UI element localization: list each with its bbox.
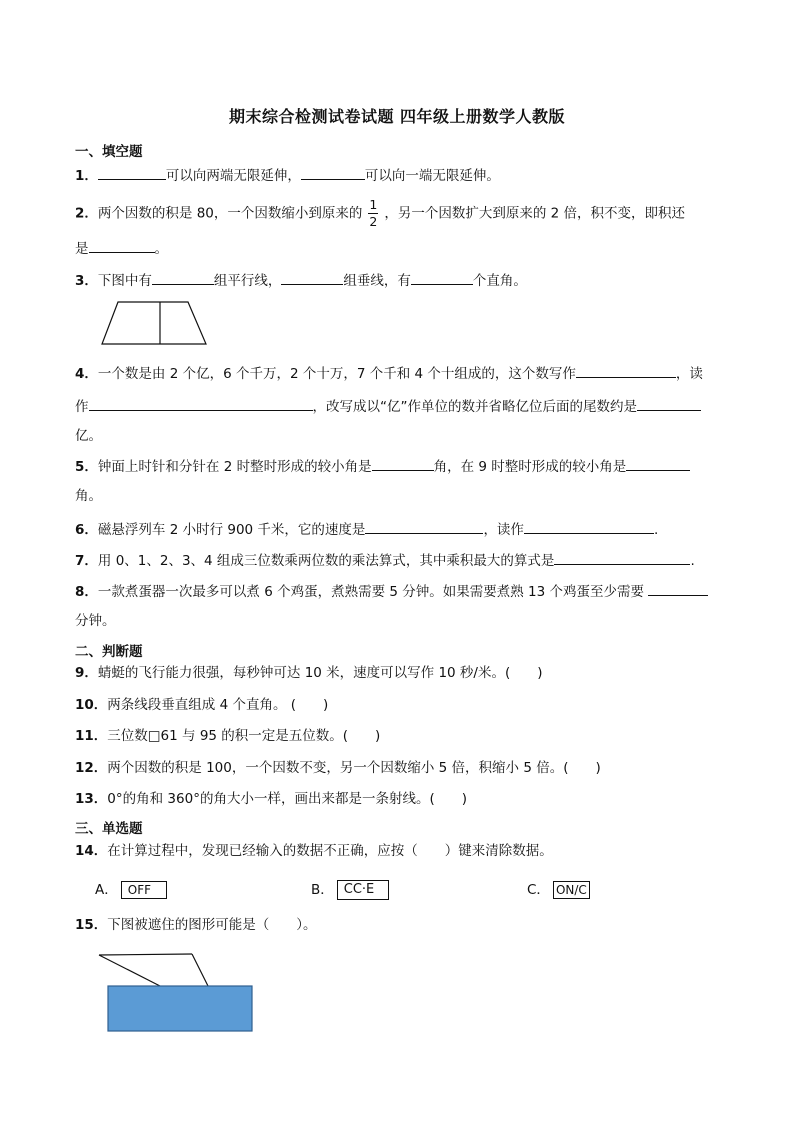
q-number: 8． — [75, 584, 98, 600]
q-text: 蜻蜓的飞行能力很强，每秒钟可达 10 米，速度可以写作 10 秒/米。( ) — [97, 665, 543, 681]
trapezoid-figure — [100, 300, 210, 346]
answer-blank[interactable] — [637, 396, 701, 411]
q-text: 分钟。 — [75, 613, 116, 629]
q-text: 用 0、1、2、3、4 组成三位数乘两位数的乘法算式，其中乘积最大的算式是 — [97, 553, 555, 569]
question-1 — [75, 165, 500, 185]
option-c[interactable] — [527, 878, 590, 899]
fraction — [368, 198, 378, 229]
q-text: ，读作 — [483, 522, 524, 538]
answer-blank[interactable] — [365, 519, 483, 534]
question-5-cont — [75, 487, 102, 505]
answer-blank[interactable] — [98, 165, 166, 180]
q-text: 两条线段垂直组成 4 个直角。 ( ) — [107, 697, 329, 713]
question-4-cont2 — [75, 427, 102, 445]
q-text: 一个数是由 2 个亿，6 个千万，2 个十万，7 个千和 4 个十组成的，这个数写作 — [97, 366, 576, 382]
q-text: ，改写成以“亿”作单位的数并省略亿位后面的尾数约是 — [312, 399, 637, 415]
q-text: 三位数□61 与 95 的积一定是五位数。( ) — [107, 728, 381, 744]
q-text: 角，在 9 时整时形成的较小角是 — [433, 459, 627, 475]
answer-blank[interactable] — [89, 238, 155, 253]
question-6 — [75, 519, 658, 539]
question-14 — [75, 842, 553, 860]
q-number: 12． — [75, 760, 108, 776]
q-text: 0°的角和 360°的角大小一样，画出来都是一条射线。( ) — [107, 791, 467, 807]
q-number: 13． — [75, 791, 108, 807]
option-label: B． — [311, 882, 334, 898]
q-text: 是 — [75, 241, 89, 257]
question-11 — [75, 727, 380, 745]
q-text: ，另一个因数扩大到原来的 2 倍，积不变，即积还 — [384, 205, 686, 222]
answer-blank[interactable] — [554, 550, 690, 565]
answer-blank[interactable] — [648, 581, 708, 596]
question-2-cont — [75, 238, 168, 258]
question-9 — [75, 664, 543, 682]
fraction-numerator: 1 — [369, 197, 378, 212]
answer-blank[interactable] — [372, 456, 434, 471]
q-text: 亿。 — [75, 428, 102, 444]
q-number: 14． — [75, 843, 108, 859]
q-number: 2． — [75, 205, 98, 222]
q-number: 15． — [75, 917, 108, 933]
q-text: . — [690, 553, 695, 569]
q-text: 钟面上时针和分针在 2 时整时形成的较小角是 — [97, 459, 372, 475]
answer-blank[interactable] — [626, 456, 690, 471]
calculator-key-onc: ON/C — [553, 881, 590, 899]
option-a[interactable] — [95, 878, 167, 899]
section-fill-blank: 一、填空题 — [75, 144, 143, 160]
q-text: 下图中有 — [97, 273, 152, 289]
section-true-false: 二、判断题 — [75, 644, 143, 660]
question-7 — [75, 550, 695, 570]
option-b[interactable] — [311, 878, 389, 900]
q-text: 一款煮蛋器一次最多可以煮 6 个鸡蛋，煮熟需要 5 分钟。如果需要煮熟 13 个鸡蛋至少需要 — [97, 584, 645, 600]
q-text: 作 — [75, 399, 89, 415]
section-single-choice: 三、单选题 — [75, 821, 143, 837]
blue-cover-rect — [108, 986, 252, 1031]
option-label: A． — [95, 882, 118, 898]
calculator-key-cce: CC·E — [337, 880, 389, 900]
question-4 — [75, 363, 703, 383]
q-text: 可以向一端无限延伸。 — [364, 168, 500, 184]
hidden-shape-figure — [96, 950, 256, 1034]
answer-blank[interactable] — [152, 270, 214, 285]
question-12 — [75, 759, 601, 777]
answer-blank[interactable] — [89, 396, 313, 411]
q-number: 7． — [75, 553, 98, 569]
q-text: 组垂线，有 — [343, 273, 411, 289]
q-text: 磁悬浮列车 2 小时行 900 千米，它的速度是 — [97, 522, 366, 538]
option-label: C． — [527, 882, 550, 898]
q-text: 组平行线， — [213, 273, 282, 289]
q-number: 11． — [75, 728, 108, 744]
q-number: 9． — [75, 665, 98, 681]
q-text: 两个因数的积是 80，一个因数缩小到原来的 — [97, 205, 363, 222]
q-text: 两个因数的积是 100，一个因数不变，另一个因数缩小 5 倍，积缩小 5 倍。( ) — [107, 760, 601, 776]
q-number: 3． — [75, 273, 98, 289]
answer-blank[interactable] — [301, 165, 365, 180]
q-number: 10． — [75, 697, 108, 713]
question-8-cont — [75, 612, 116, 630]
answer-blank[interactable] — [576, 363, 676, 378]
answer-blank[interactable] — [411, 270, 473, 285]
question-15 — [75, 916, 317, 934]
q-number: 6． — [75, 522, 98, 538]
question-8 — [75, 581, 708, 601]
question-4-cont — [75, 396, 701, 416]
q-text: 个直角。 — [472, 273, 527, 289]
page-title: 期末综合检测试卷试题 四年级上册数学人教版 — [228, 107, 566, 126]
question-13 — [75, 790, 467, 808]
question-10 — [75, 696, 328, 714]
question-5 — [75, 456, 690, 476]
fraction-denominator: 2 — [369, 214, 378, 229]
question-2 — [75, 198, 685, 229]
q-text: 可以向两端无限延伸， — [165, 168, 301, 184]
q-text: ，读 — [675, 366, 703, 382]
q-text: 。 — [154, 241, 168, 257]
q-text: 在计算过程中，发现已经输入的数据不正确，应按（ ）键来清除数据。 — [107, 843, 553, 859]
q-number: 4． — [75, 366, 98, 382]
q-number: 1． — [75, 168, 98, 184]
calculator-key-off: OFF — [121, 881, 167, 899]
answer-blank[interactable] — [281, 270, 343, 285]
q-text: 下图被遮住的图形可能是（ ）。 — [107, 917, 317, 933]
q-number: 5． — [75, 459, 98, 475]
answer-blank[interactable] — [524, 519, 654, 534]
q-text: 角。 — [75, 488, 102, 504]
question-3 — [75, 270, 527, 290]
q-text: . — [653, 522, 659, 538]
